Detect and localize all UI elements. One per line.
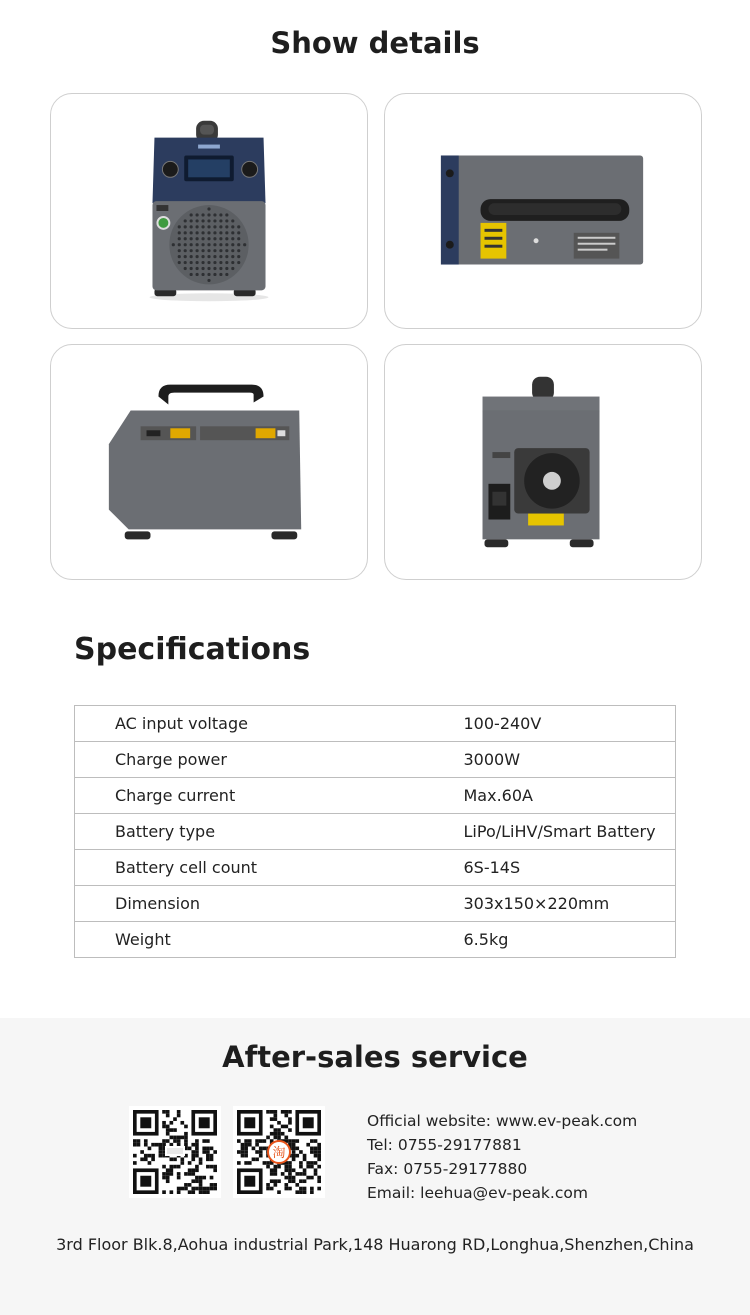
website-link[interactable]: Official website: www.ev-peak.com [367,1112,638,1130]
charger-side-handle-photo [385,94,701,328]
spec-label: AC input voltage [75,706,424,742]
spec-value: Max.60A [424,778,676,814]
table-row [75,814,676,850]
spec-label: Battery type [75,814,424,850]
spec-label: Weight [75,922,424,958]
email-link[interactable]: Email: leehua@ev-peak.com [367,1184,588,1202]
table-row [75,706,676,742]
photo-card-side [384,93,702,329]
spec-value: 3000W [424,742,676,778]
spec-value: 303x150×220mm [424,886,676,922]
fax-text: Fax: 0755-29177880 [367,1160,528,1178]
charger-front-photo [51,94,367,328]
svg-text:淘: 淘 [272,1146,286,1161]
photo-card-ports [50,344,368,580]
contact-info [367,1109,637,1205]
spec-label: Charge current [75,778,424,814]
spec-value: LiPo/LiHV/Smart Battery [424,814,676,850]
table-row [75,850,676,886]
after-sales-title: After-sales service [222,1040,528,1074]
spec-value: 6.5kg [424,922,676,958]
table-row [75,886,676,922]
table-row [75,922,676,958]
taobao-qr-code-icon [233,1106,325,1198]
charger-rear-fan-photo [385,345,701,579]
spec-value: 6S-14S [424,850,676,886]
photo-card-rear [384,344,702,580]
photo-card-front [50,93,368,329]
spec-label: Dimension [75,886,424,922]
details-title: Show details [270,26,480,60]
charger-output-ports-photo [51,345,367,579]
spec-value: 100-240V [424,706,676,742]
tel-text: Tel: 0755-29177881 [367,1136,522,1154]
wechat-qr-code-icon [129,1106,221,1198]
table-row [75,778,676,814]
spec-label: Battery cell count [75,850,424,886]
table-row [75,742,676,778]
address-text: 3rd Floor Blk.8,Aohua industrial Park,148 Huarong RD,Longhua,Shenzhen,China [56,1235,694,1254]
specifications-table [74,705,676,958]
after-sales-section [0,1018,750,1315]
specifications-title: Specifications [74,632,311,667]
spec-label: Charge power [75,742,424,778]
